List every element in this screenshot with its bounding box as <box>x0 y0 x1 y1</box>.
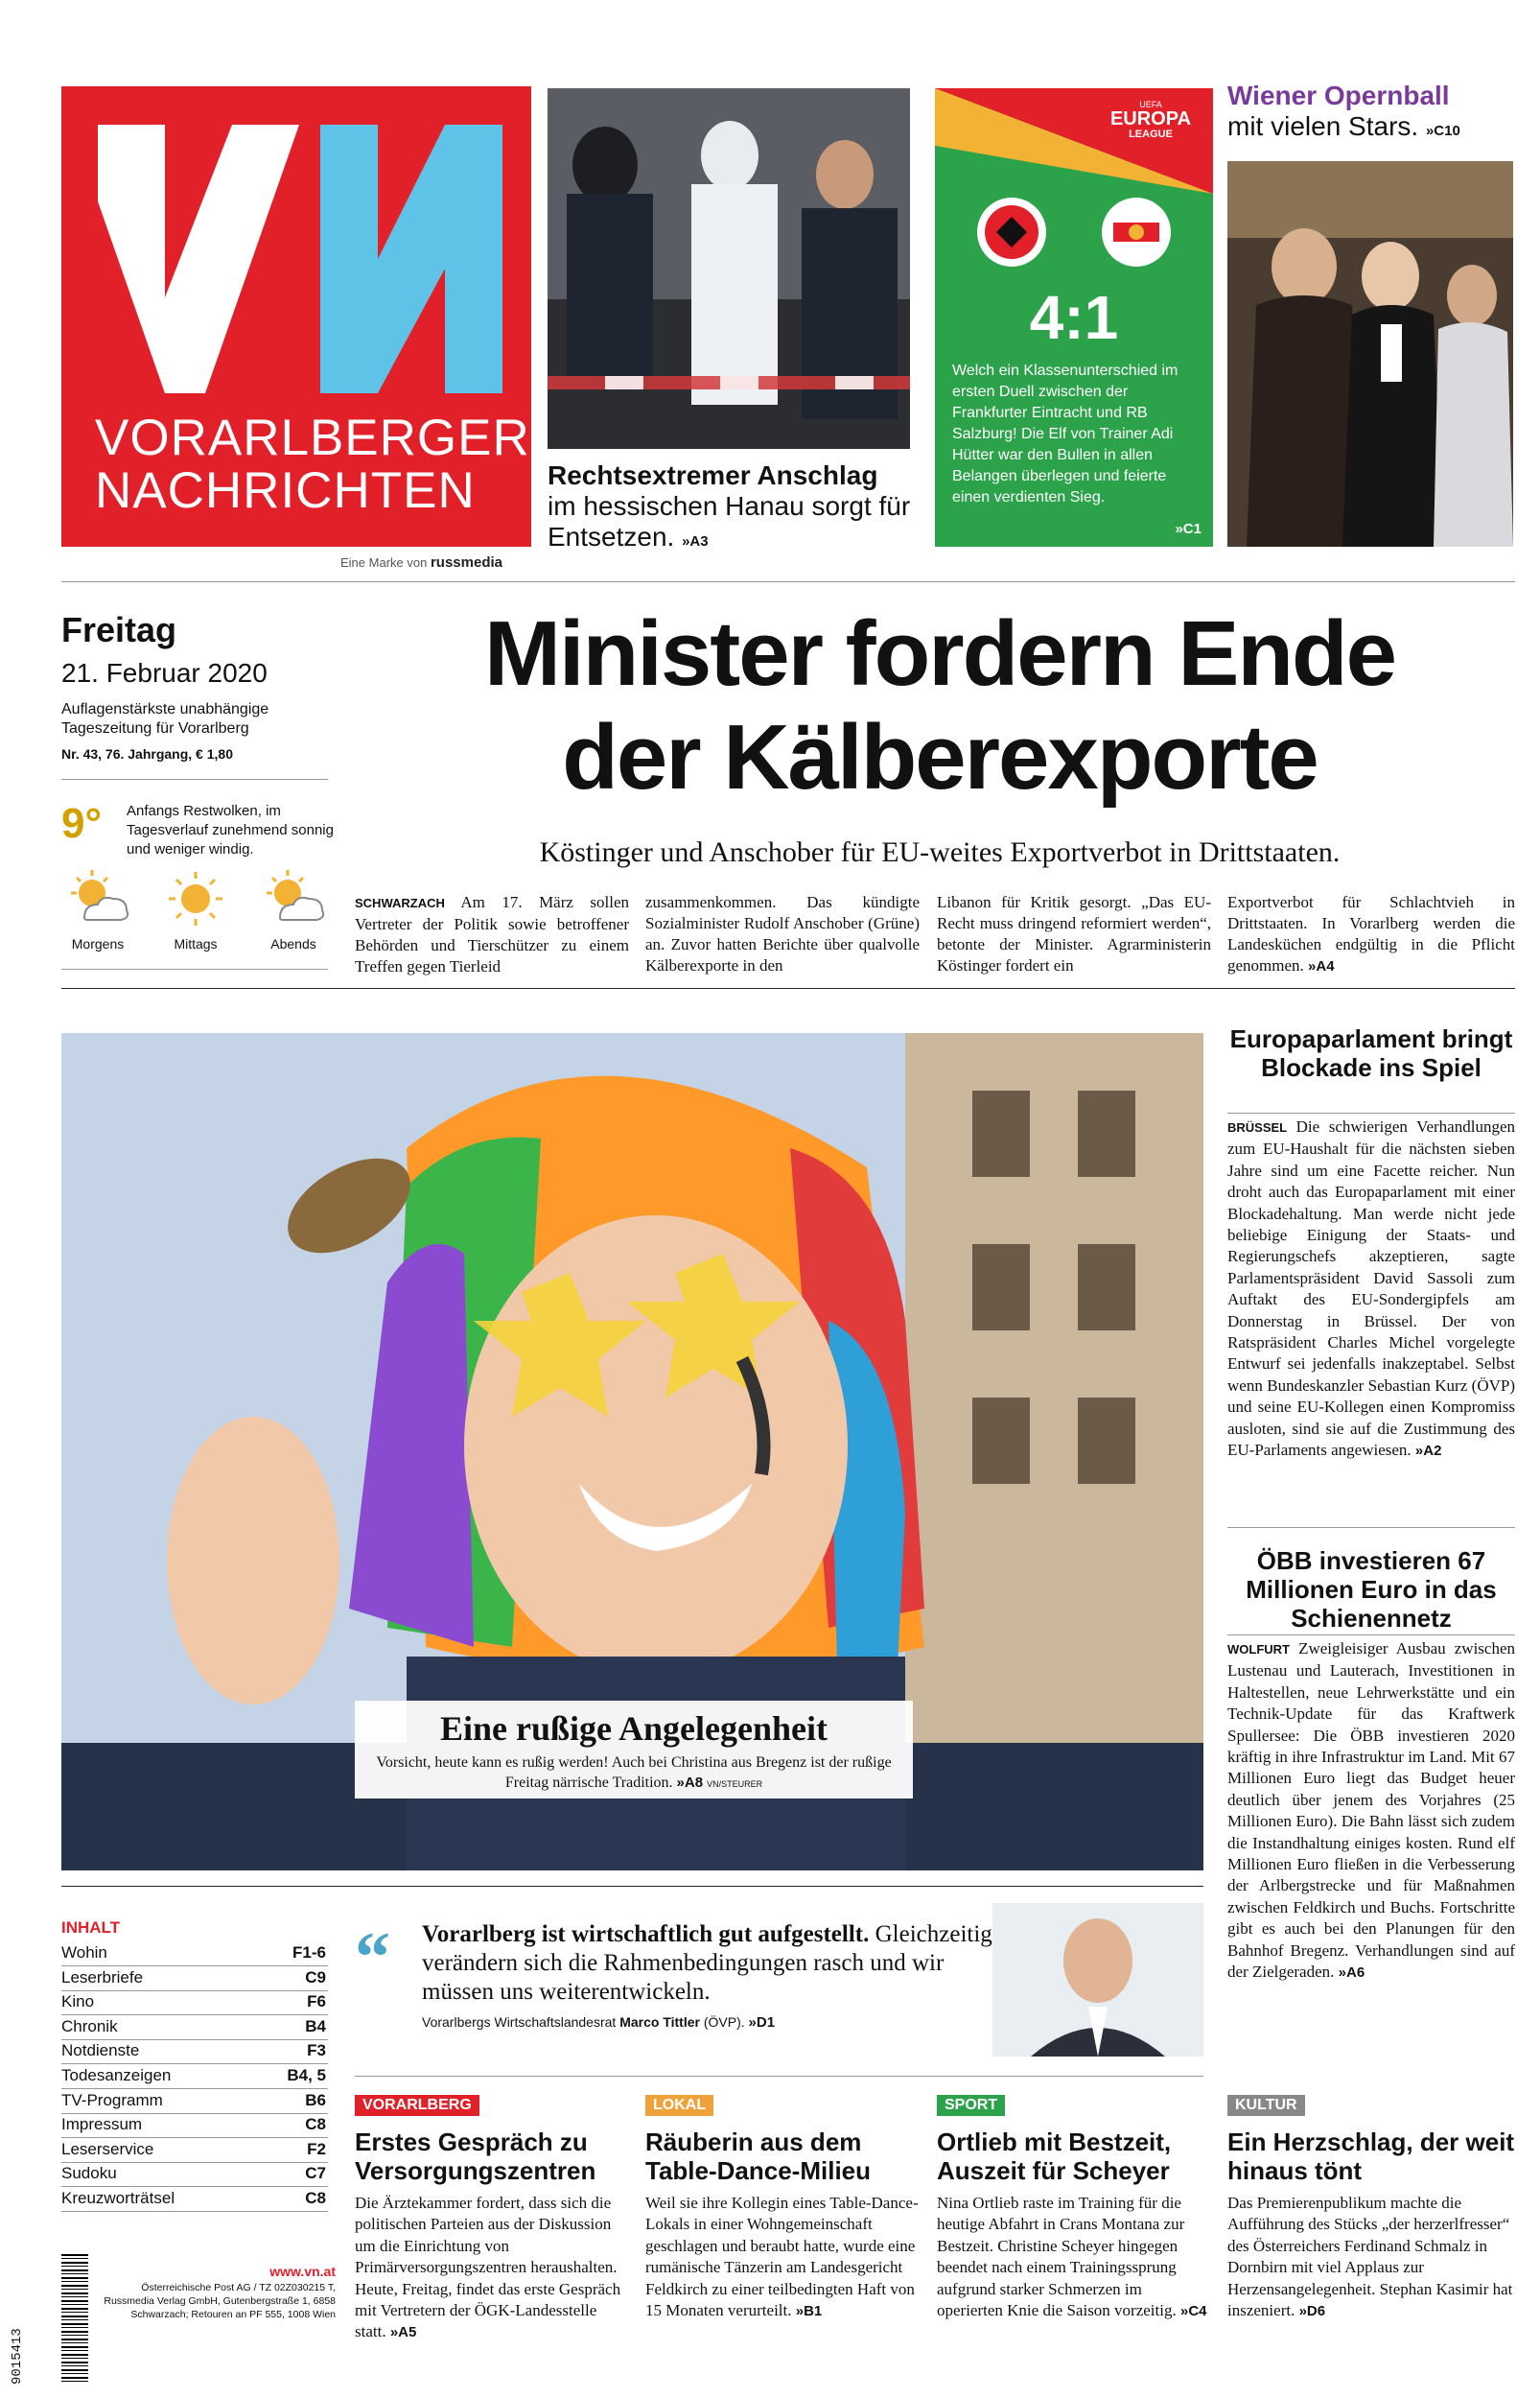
hero-ref[interactable]: »A8 <box>676 1775 704 1791</box>
hanau-photo[interactable] <box>548 88 910 449</box>
temperature: 9° <box>61 800 103 847</box>
date-divider <box>61 779 328 780</box>
inhalt-item-page: C8 <box>305 2115 326 2134</box>
inhalt-item-name: TV-Programm <box>61 2090 163 2109</box>
section-sport-ref[interactable]: »C4 <box>1179 2303 1207 2320</box>
sun-icon <box>161 868 230 929</box>
europa-league-badge <box>1103 100 1199 140</box>
hero-title: Eine rußige Angelegenheit <box>440 1709 828 1748</box>
opernball-title-rest: mit vielen Stars. <box>1227 111 1419 141</box>
section-lokal-text: Weil sie ihre Kollegin eines Table-Dance-Lokals in einer Wohngemeinschaft geschlagen und beraubt hatte, wurde eine rumänische Tänzerin am Landesgericht Feldkirch zu einer teilbedingten Haft von 15 Monaten verurteilt. <box>645 2194 919 2320</box>
section-kultur-ref[interactable]: »D6 <box>1298 2303 1326 2320</box>
ball-guests-image <box>1227 161 1513 547</box>
inhalt-row[interactable] <box>61 1941 328 1966</box>
sun-cloud-icon <box>259 868 328 929</box>
barcode-icon <box>61 2254 88 2385</box>
quote-source-name: Marco Tittler <box>619 2014 700 2030</box>
opernball-ref[interactable]: »C10 <box>1425 123 1460 139</box>
website-link[interactable]: www.vn.at <box>269 2264 336 2279</box>
quote-bold: Vorarlberg ist wirtschaftlich gut aufgestellt. <box>422 1921 870 1947</box>
inhalt-row[interactable] <box>61 2187 328 2212</box>
section-label-lokal[interactable]: LOKAL <box>645 2095 713 2116</box>
hero-rule <box>61 1886 1203 1887</box>
quote-rest: Gleichzeitig verändern sich die Rahmenbedingungen rasch und wir müssen uns weiterentwickeln. <box>422 1921 992 2005</box>
inhalt-item-page: B4, 5 <box>287 2066 326 2084</box>
section-kultur-body <box>1227 2193 1515 2322</box>
badge-sub: LEAGUE <box>1129 129 1173 140</box>
paper-tagline: Auflagenstärkste unabhängige Tageszeitung für Vorarlberg <box>61 701 269 737</box>
hanau-title-bold: Rechtsextremer Anschlag <box>548 460 878 490</box>
lead-headline-line2: der Kälberexporte <box>562 706 1318 809</box>
badge-main: EUROPA <box>1109 108 1192 129</box>
section-vorarlberg-body <box>355 2193 629 2344</box>
section-lokal-ref[interactable]: »B1 <box>795 2303 823 2320</box>
masthead-rule <box>61 581 1515 582</box>
story-europaparlament-dateline: BRÜSSEL <box>1227 1120 1288 1135</box>
europa-ref[interactable]: »C1 <box>1175 521 1202 537</box>
inhalt-item-page: C9 <box>305 1967 326 1987</box>
story-europaparlament-ref[interactable]: »A2 <box>1414 1443 1442 1460</box>
quote-source <box>422 2014 997 2031</box>
lead-col1-text: Am 17. März sollen Vertreter der Politik sowie betroffener Behörden und Tierschützer zu einem Treffen gegen Tierleid <box>355 893 629 976</box>
lead-ref[interactable]: »A4 <box>1308 958 1335 975</box>
issue-day: Freitag <box>61 610 177 649</box>
opernball-photo[interactable] <box>1227 161 1513 547</box>
quote-text <box>422 1920 997 2007</box>
issue-number: Nr. 43, 76. Jahrgang, € 1,80 <box>61 746 233 762</box>
inhalt-heading: INHALT <box>61 1918 121 1937</box>
quote-ref[interactable]: »D1 <box>748 2014 776 2031</box>
barcode-number: 9015413 <box>10 2328 25 2385</box>
match-text: Welch ein Klassenunterschied im ersten Duell zwischen der Frankfurter Eintracht und RB Salzburg! Die Elf von Trainer Adi Hütter war den Bullen in allen Belangen überlegen und feierte einen verdienten Sieg. <box>952 363 1178 505</box>
brand-name: russmedia <box>430 554 502 571</box>
section-lokal-body <box>645 2193 920 2322</box>
inhalt-item-page: C7 <box>305 2164 326 2183</box>
hanau-ref[interactable]: »A3 <box>682 533 709 550</box>
story-oebb-text: Zweigleisiger Ausbau zwischen Lustenau und Lauterach, Investitionen in Haltestellen, neue Lehrwerkstätte und ein Technik-Update für das Kraftwerk Spullersee: Die ÖBB investieren 2020 kräftig in ihre Infrastruktur im Land. Mit 67 Millionen Euro liegt das Budget heuer deutlich über jenem des Vorjahres (25 Millionen Euro). Die Bahn lässt sich zudem die Instandhaltung einiges kosten. Rund elf Millionen Euro fließen in die Verbesserung der Arlbergstrecke und für Maßnahmen zwischen Feldkirch und Buchs. Fortschritte gibt es auch bei den Planungen für den Bahnhof Bregenz. Verhandlungen sind auf der Zielgeraden. <box>1227 1639 1516 1982</box>
weather-label-morgens: Morgens <box>71 936 125 952</box>
inhalt-row[interactable] <box>61 2138 328 2163</box>
inhalt-item-name: Wohin <box>61 1943 107 1962</box>
quote-rule <box>355 2076 1203 2077</box>
brand-line <box>340 554 502 571</box>
lead-col4-text: Exportverbot für Schlachtvieh in Drittstaaten. In Vorarlberg werden die Landesküchen endgültig in die Pflicht genommen. <box>1227 893 1515 975</box>
quote-source-suffix: (ÖVP). <box>703 2014 745 2030</box>
lead-rule <box>61 988 1515 989</box>
weather-label-abends: Abends <box>270 936 316 952</box>
inhalt-item-name: Leserservice <box>61 2139 154 2158</box>
lead-column-3: Libanon für Kritik gesorgt. „Das EU-Recht muss dringend reformiert werden“, betonte der Minister. Agrarministerin Köstinger fordert ein <box>937 893 1211 975</box>
story-oebb-body <box>1227 1638 1515 1985</box>
inhalt-item-page: B6 <box>305 2090 326 2109</box>
story-divider <box>1227 1113 1515 1114</box>
hero-caption <box>364 1752 903 1795</box>
section-kultur-title[interactable]: Ein Herzschlag, der weit hinaus tönt <box>1227 2128 1515 2185</box>
opernball-title-bold: Wiener Opernball <box>1227 81 1450 110</box>
issue-date: 21. Februar 2020 <box>61 658 268 688</box>
story-oebb-title[interactable]: ÖBB investieren 67 Millionen Euro in das Schienennetz <box>1246 1546 1497 1633</box>
masthead-name-line2: NACHRICHTEN <box>95 462 476 519</box>
opernball-teaser[interactable] <box>1227 81 1515 147</box>
section-label-sport[interactable]: SPORT <box>937 2095 1005 2116</box>
lead-headline-line1: Minister fordern Ende <box>483 602 1396 705</box>
section-sport-body <box>937 2193 1211 2322</box>
weather-label-mittags: Mittags <box>174 936 218 952</box>
masthead-name-line1: VORARLBERGER <box>95 410 530 466</box>
inhalt-item-page: F2 <box>307 2139 326 2158</box>
sun-cloud-icon <box>63 868 132 929</box>
section-vorarlberg-ref[interactable]: »A5 <box>389 2324 417 2341</box>
badge-top: UEFA <box>1139 100 1162 109</box>
story-oebb-ref[interactable]: »A6 <box>1338 1964 1365 1982</box>
quote-mark-icon: “ <box>355 1918 390 1997</box>
weather-divider <box>61 969 328 970</box>
inhalt-item-page: F3 <box>307 2041 326 2060</box>
inhalt-item-name: Sudoku <box>61 2164 117 2183</box>
inhalt-row[interactable] <box>61 2015 328 2040</box>
inhalt-row[interactable] <box>61 2113 328 2138</box>
inhalt-item-name: Leserbriefe <box>61 1967 144 1987</box>
hero-caption-text: Vorsicht, heute kann es rußig werden! Auch bei Christina aus Bregenz ist der rußige Freitag närrische Tradition. <box>376 1754 892 1791</box>
section-label-kultur[interactable]: KULTUR <box>1227 2095 1305 2116</box>
lead-headline[interactable] <box>355 602 1525 810</box>
lead-subhead: Köstinger und Anschober für EU-weites Exportverbot in Drittstaaten. <box>539 836 1341 868</box>
inhalt-item-name: Kreuzworträtsel <box>61 2189 175 2207</box>
match-score: 4:1 <box>1029 283 1119 352</box>
inhalt-item-name: Chronik <box>61 2016 118 2035</box>
quote-portrait <box>992 1903 1203 2057</box>
inhalt-item-name: Notdienste <box>61 2041 140 2060</box>
inhalt-item-page: F6 <box>307 1992 326 2011</box>
brand-prefix: Eine Marke von <box>340 555 428 570</box>
masthead-logo[interactable] <box>61 86 531 547</box>
portrait-image <box>992 1903 1203 2057</box>
section-sport-text: Nina Ortlieb raste im Training für die heutige Abfahrt in Crans Montana zur Bestzeit. Christine Scheyer hingegen beendet nach einem Trainingssprung aufgrund starker Schmerzen im operierten Knie die Saison vorzeitig. <box>937 2194 1185 2320</box>
police-scene-image <box>548 88 910 449</box>
hanau-teaser[interactable] <box>548 460 912 557</box>
inhalt-item-page: B4 <box>305 2016 326 2035</box>
postal-imprint: Österreichische Post AG / TZ 02Z030215 T, Russmedia Verlag GmbH, Gutenbergstraße 1, 6858 Schwarzach; Retouren an PF 555, 1008 Wien <box>104 2282 336 2320</box>
section-kultur-text: Das Premierenpublikum machte die Aufführung des Stücks „der herzerlfresser“ des Österreichers Ferdinand Schmalz in Dornbirn mit viel Applaus zur Herzensangelegenheit. Stephan Kasimir hat inszeniert. <box>1227 2194 1513 2320</box>
section-vorarlberg-text: Die Ärztekammer fordert, dass sich die politischen Parteien aus der Diskussion um die Einrichtung von Primärversorgungszentren heraushalten. Heute, Freitag, findet das erste Gespräch mit Vertretern der ÖGK-Landesstelle statt. <box>355 2194 621 2341</box>
quote-source-prefix: Vorarlbergs Wirtschaftslandesrat <box>422 2014 617 2030</box>
hero-photo-credit: VN/STEURER <box>707 1779 763 1789</box>
inhalt-row[interactable] <box>61 2039 328 2064</box>
lead-column-2: zusammenkommen. Das kündigte Sozialminister Rudolf Anschober (Grüne) an. Zuvor hatten Berichte über qualvolle Kälberexporte in den <box>645 893 920 975</box>
inhalt-item-name: Todesanzeigen <box>61 2066 172 2084</box>
inhalt-item-name: Impressum <box>61 2115 143 2134</box>
europa-league-teaser[interactable] <box>935 88 1213 547</box>
section-vorarlberg-title[interactable]: Erstes Gespräch zu Versorgungszentren <box>355 2128 596 2185</box>
story-europaparlament-title[interactable]: Europaparlament bringt Blockade ins Spiel <box>1229 1024 1513 1082</box>
story-divider <box>1227 1634 1515 1635</box>
hanau-title-rest: im hessischen Hanau sorgt für Entsetzen. <box>548 491 911 552</box>
inhalt-item-page: F1-6 <box>292 1943 326 1962</box>
lead-column-4 <box>1227 892 1515 977</box>
inhalt-row[interactable] <box>61 2064 328 2089</box>
story-oebb-dateline: WOLFURT <box>1227 1642 1290 1657</box>
hero-caption-box[interactable] <box>355 1701 913 1798</box>
story-europaparlament-text: Die schwierigen Verhandlungen zum EU-Haushalt für die nächsten sieben Jahre sind um eine Facette reicher. Nun droht auch das Europaparlament mit einer Blockadehaltung. Man werde nicht jede beliebige Einigung der Staats- und Regierungschefs akzeptieren, sagte Parlamentspräsident David Sassoli zum Auftakt des EU-Sondergipfels am Donnerstag in Brüssel. Der von Ratspräsident Charles Michel vorgelegte Entwurf sei jedenfalls inakzeptabel. Selbst wenn Bundeskanzler Sebastian Kurz (ÖVP) und seine EU-Kollegen einen Kompromiss ausloten, sind sie auf die Zustimmung des EU-Parlaments angewiesen. <box>1227 1117 1515 1460</box>
inhalt-row[interactable] <box>61 2089 328 2114</box>
section-sport-title[interactable]: Ortlieb mit Bestzeit, Auszeit für Scheyer <box>937 2128 1172 2185</box>
lead-dateline: SCHWARZACH <box>355 896 445 910</box>
inhalt-item-name: Kino <box>61 1992 95 2011</box>
inhalt-item-page: C8 <box>305 2189 326 2207</box>
section-lokal-title[interactable]: Räuberin aus dem Table-Dance-Milieu <box>645 2128 872 2185</box>
story-divider <box>1227 1527 1515 1528</box>
weather-text: Anfangs Restwolken, im Tagesverlauf zunehmend sonnig und weniger windig. <box>127 803 334 858</box>
inhalt-row[interactable] <box>61 1966 328 1991</box>
inhalt-row[interactable] <box>61 1990 328 2015</box>
inhalt-row[interactable] <box>61 2162 328 2187</box>
section-label-vorarlberg[interactable]: VORARLBERG <box>355 2095 479 2116</box>
story-europaparlament-body <box>1227 1117 1515 1463</box>
lead-column-1 <box>355 892 629 977</box>
